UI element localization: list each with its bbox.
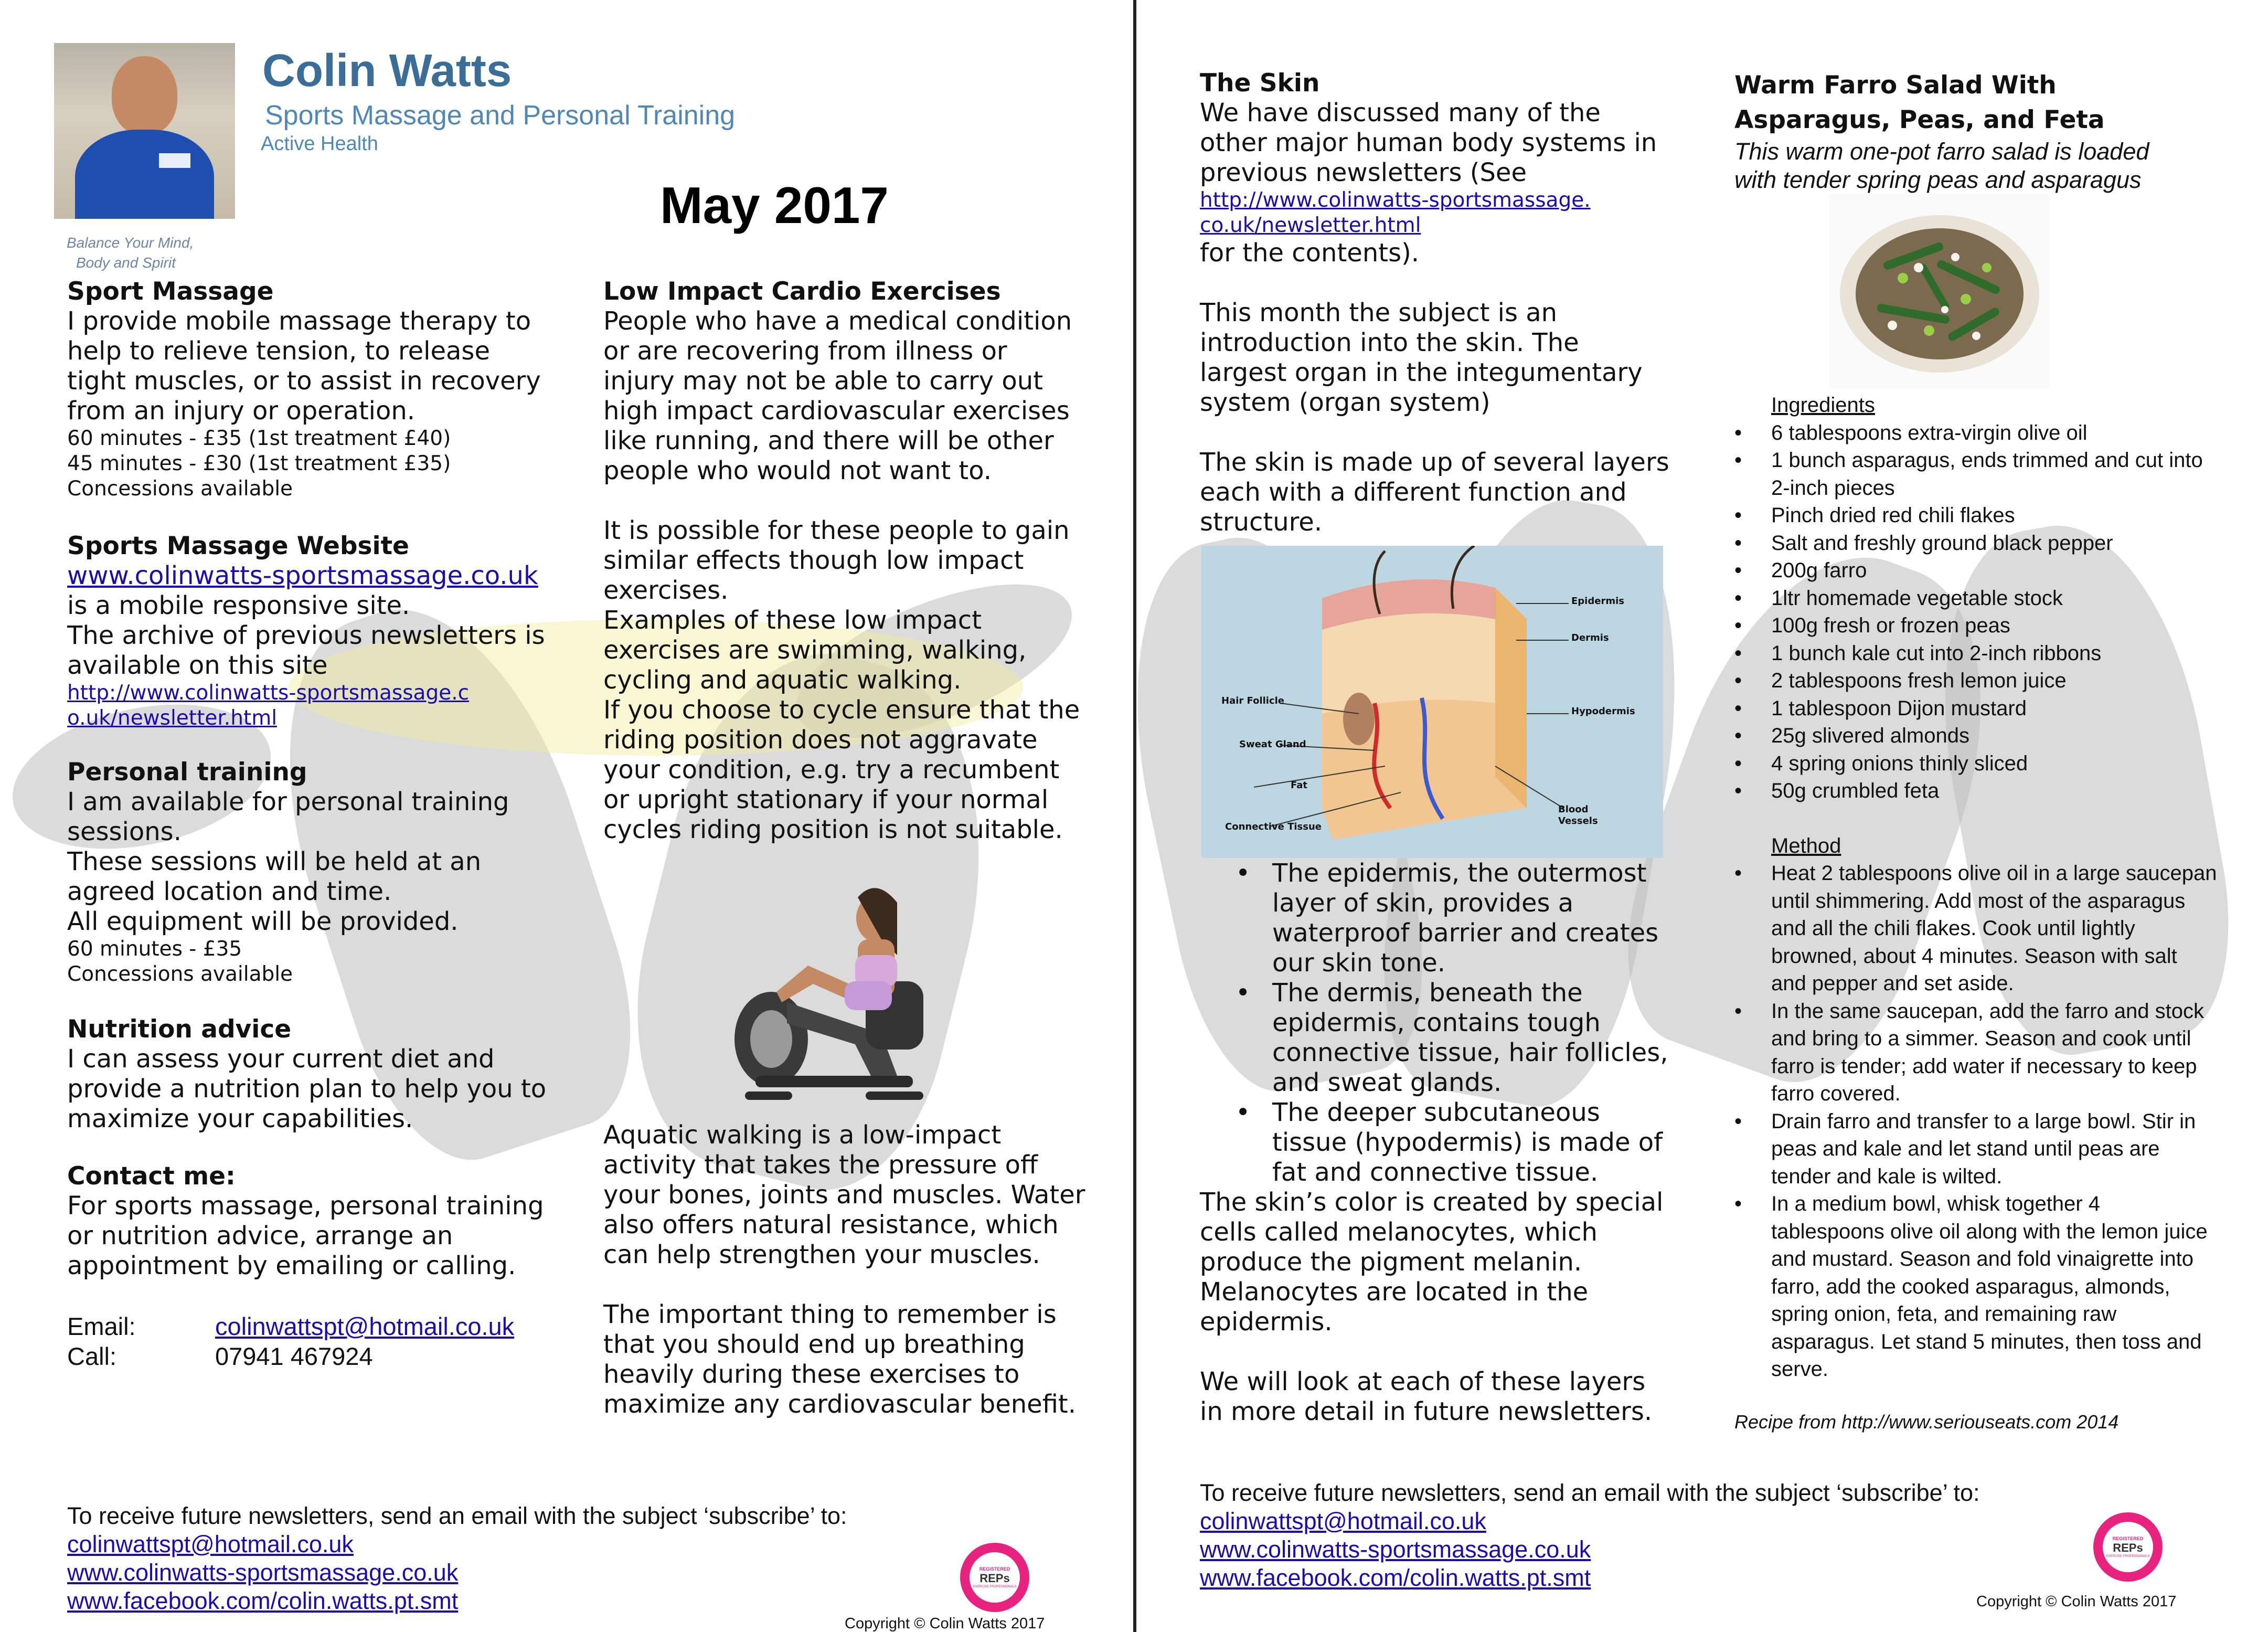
personal-training-body-2: These sessions will be held at an agreed location and time. bbox=[67, 847, 482, 906]
skin-intro-end: for the contents). bbox=[1200, 238, 1420, 268]
cardio-p5: Aquatic walking is a low-impact activity that takes the pressure off your bones, joints and muscles. Water also offers natural resistance, which can help strengthen your muscles. bbox=[603, 1120, 1085, 1269]
profile-photo bbox=[54, 43, 235, 219]
ingredient-item: • 1ltr homemade vegetable stock bbox=[1734, 585, 2217, 612]
method-step: • Drain farro and transfer to a large bowl. Stir in peas and kale and let stand until peas are tender and kale is wilted. bbox=[1734, 1108, 2217, 1191]
cardio-p4: If you choose to cycle ensure that the riding position does not aggravate your condition, e.g. try a recumbent or upright stationary if your normal cycles riding position is not suitable. bbox=[603, 695, 1080, 844]
personal-training-body-3: All equipment will be provided. bbox=[67, 907, 459, 936]
method-step: • Heat 2 tablespoons olive oil in a large saucepan until shimmering. Add most of the asparagus and all the chili flakes. Cook until lightly browned, about 4 minutes. Season with salt and pepper and set aside. bbox=[1734, 860, 2217, 998]
ingredient-item: • 2 tablespoons fresh lemon juice bbox=[1734, 667, 2217, 695]
ingredient-item: • 1 bunch kale cut into 2-inch ribbons bbox=[1734, 640, 2217, 667]
recipe-title-2: Asparagus, Peas, and Feta bbox=[1734, 105, 2105, 134]
ingredient-item: • 4 spring onions thinly sliced bbox=[1734, 750, 2217, 778]
label-sweat-gland: Sweat Gland bbox=[1239, 739, 1306, 750]
subscribe-text: To receive future newsletters, send an email with the subject ‘subscribe’ to: bbox=[67, 1502, 847, 1529]
ingredient-item: • 200g farro bbox=[1734, 557, 2217, 585]
page-divider bbox=[1133, 0, 1136, 1632]
call-label: Call: bbox=[67, 1342, 117, 1370]
personal-training-title: Personal training bbox=[67, 758, 307, 787]
skin-bullet-hypodermis: • The deeper subcutaneous tissue (hypodermis) is made of fat and connective tissue. bbox=[1200, 1098, 1672, 1188]
contact-phone: 07941 467924 bbox=[215, 1342, 373, 1370]
skin-bullets bbox=[1200, 859, 1672, 1188]
contact-body: For sports massage, personal training or nutrition advice, arrange an appointment by emailing or calling. bbox=[67, 1191, 544, 1280]
contact-title: Contact me: bbox=[67, 1162, 236, 1191]
badge-mid-text: REPs bbox=[979, 1572, 1010, 1585]
issue-date: May 2017 bbox=[660, 176, 889, 234]
header-tagline: Active Health bbox=[261, 133, 378, 155]
skin-intro: We have discussed many of the other major human body systems in previous newsletters (See bbox=[1200, 98, 1657, 187]
footer-email-link[interactable]: colinwattspt@hotmail.co.uk bbox=[1200, 1508, 1486, 1534]
method-step: • In the same saucepan, add the farro and stock and bring to a simmer. Season and cook until farro is tender; add water if necessary to keep farro covered. bbox=[1734, 998, 2217, 1108]
left-column bbox=[67, 277, 550, 1371]
website-line-1: is a mobile responsive site. bbox=[67, 591, 410, 620]
recipe-intro: This warm one-pot farro salad is loaded with tender spring peas and asparagus bbox=[1734, 138, 2149, 193]
ingredient-item: • 1 tablespoon Dijon mustard bbox=[1734, 695, 2217, 723]
label-connective-tissue: Connective Tissue bbox=[1225, 821, 1322, 832]
reps-badge bbox=[960, 1543, 1029, 1612]
badge-top-text: REGISTERED bbox=[979, 1566, 1010, 1572]
header-name: Colin Watts bbox=[262, 45, 512, 96]
badge-bottom-text: EXERCISE PROFESSIONALS bbox=[973, 1585, 1017, 1588]
skin-bullet-dermis: • The dermis, beneath the epidermis, contains tough connective tissue, hair follicles, and sweat glands. bbox=[1200, 978, 1672, 1098]
footer-website-link[interactable]: www.colinwatts-sportsmassage.co.uk bbox=[67, 1559, 459, 1586]
personal-training-concessions: Concessions available bbox=[67, 962, 293, 986]
skin-p2: This month the subject is an introduction into the skin. The largest organ in the integumentary system (organ system) bbox=[1200, 298, 1643, 417]
skin-diagram bbox=[1201, 546, 1663, 858]
cardio-title: Low Impact Cardio Exercises bbox=[603, 277, 1001, 306]
footer-website-link[interactable]: www.colinwatts-sportsmassage.co.uk bbox=[1200, 1536, 1591, 1563]
footer-email-link[interactable]: colinwattspt@hotmail.co.uk bbox=[67, 1531, 354, 1557]
recipe-title-1: Warm Farro Salad With bbox=[1734, 71, 2057, 100]
header-subtitle: Sports Massage and Personal Training bbox=[265, 100, 736, 131]
skin-p5: We will look at each of these layers in more detail in future newsletters. bbox=[1200, 1367, 1653, 1426]
archive-link[interactable]: http://www.colinwatts-sportsmassage.co.uk/newsletter.html bbox=[67, 681, 470, 730]
right-footer bbox=[1200, 1479, 1980, 1592]
method-label: Method bbox=[1771, 834, 1841, 857]
method-step: • In a medium bowl, whisk together 4 tablespoons olive oil along with the lemon juice and mustard. Season and fold vinaigrette into farro, add the cooked asparagus, almonds, spring onion, feta, and remaining raw asparagus. Let stand 5 minutes, then toss and serve. bbox=[1734, 1190, 2217, 1383]
sport-massage-concessions: Concessions available bbox=[67, 477, 293, 501]
ingredient-item: • Salt and freshly ground black pepper bbox=[1734, 529, 2217, 557]
email-label: Email: bbox=[67, 1312, 136, 1340]
skin-title: The Skin bbox=[1200, 69, 1320, 98]
ingredient-item: • Pinch dried red chili flakes bbox=[1734, 502, 2217, 529]
ingredient-item: • 6 tablespoons extra-virgin olive oil bbox=[1734, 419, 2217, 447]
ingredient-item: • 25g slivered almonds bbox=[1734, 722, 2217, 750]
recipe-column bbox=[1734, 68, 2217, 194]
motto-line-1: Balance Your Mind, bbox=[67, 235, 194, 251]
recumbent-bike-image bbox=[724, 876, 944, 1112]
ingredient-item: • 100g fresh or frozen peas bbox=[1734, 612, 2217, 640]
label-hypodermis: Hypodermis bbox=[1571, 706, 1635, 717]
right-page bbox=[1137, 0, 2268, 1632]
sport-massage-price-45: 45 minutes - £30 (1st treatment £35) bbox=[67, 452, 451, 475]
sport-massage-body: I provide mobile massage therapy to help to relieve tension, to release tight muscles, or to assist in recovery from an injury or operation. bbox=[67, 306, 541, 426]
website-link[interactable]: www.colinwatts-sportsmassage.co.uk bbox=[67, 561, 538, 590]
badge-top-text: REGISTERED bbox=[2112, 1536, 2144, 1541]
badge-mid-text: REPs bbox=[2113, 1541, 2143, 1554]
skin-newsletter-link[interactable]: http://www.colinwatts-sportsmassage.co.uk/newsletter.html bbox=[1200, 188, 1591, 237]
copyright: Copyright © Colin Watts 2017 bbox=[845, 1615, 1045, 1632]
ingredients-label: Ingredients bbox=[1771, 394, 1875, 417]
cardio-p3: Examples of these low impact exercises are swimming, walking, cycling and aquatic walking. bbox=[603, 606, 1027, 695]
footer-facebook-link[interactable]: www.facebook.com/colin.watts.pt.smt bbox=[1200, 1564, 1591, 1591]
skin-lower bbox=[1200, 859, 1672, 1427]
contact-email-link[interactable]: colinwattspt@hotmail.co.uk bbox=[215, 1312, 515, 1340]
method-list bbox=[1734, 860, 2217, 1383]
motto-line-2: Body and Spirit bbox=[76, 255, 176, 271]
cardio-p2: It is possible for these people to gain similar effects though low impact exercises. bbox=[603, 516, 1070, 605]
farro-salad-image bbox=[1829, 194, 2050, 388]
recipe-source: Recipe from http://www.seriouseats.com 2014 bbox=[1734, 1411, 2119, 1433]
nutrition-body: I can assess your current diet and provide a nutrition plan to help you to maximize your capabilities. bbox=[67, 1044, 547, 1133]
copyright: Copyright © Colin Watts 2017 bbox=[1976, 1593, 2177, 1610]
sport-massage-title: Sport Massage bbox=[67, 277, 274, 306]
personal-training-price: 60 minutes - £35 bbox=[67, 937, 242, 961]
recipe-body bbox=[1734, 391, 2217, 1436]
middle-column bbox=[603, 277, 1086, 845]
cardio-p6: The important thing to remember is that you should end up breathing heavily during these exercises to maximize any cardiovascular benefit. bbox=[603, 1300, 1077, 1419]
badge-bottom-text: EXERCISE PROFESSIONALS bbox=[2106, 1555, 2150, 1558]
reps-badge bbox=[2093, 1512, 2163, 1582]
label-epidermis: Epidermis bbox=[1571, 596, 1624, 607]
cardio-p1: People who have a medical condition or are recovering from illness or injury may not be able to carry out high impact cardiovascular exercises like running, and there will be other people who would not want to. bbox=[603, 306, 1072, 485]
personal-training-body-1: I am available for personal training sessions. bbox=[67, 787, 509, 846]
label-fat: Fat bbox=[1291, 780, 1307, 791]
label-blood-vessels: Blood Vessels bbox=[1558, 804, 1598, 826]
website-title: Sports Massage Website bbox=[67, 532, 409, 560]
ingredient-item: • 1 bunch asparagus, ends trimmed and cut into 2-inch pieces bbox=[1734, 447, 2217, 502]
sport-massage-price-60: 60 minutes - £35 (1st treatment £40) bbox=[67, 427, 451, 450]
left-footer bbox=[67, 1502, 847, 1615]
middle-column-lower bbox=[603, 1120, 1086, 1419]
footer-facebook-link[interactable]: www.facebook.com/colin.watts.pt.smt bbox=[67, 1587, 459, 1614]
skin-bullet-epidermis: • The epidermis, the outermost layer of skin, provides a waterproof barrier and creates our skin tone. bbox=[1200, 859, 1672, 978]
label-dermis: Dermis bbox=[1571, 632, 1609, 643]
skin-p3: The skin is made up of several layers each with a different function and structure. bbox=[1200, 448, 1669, 537]
label-hair-follicle: Hair Follicle bbox=[1221, 695, 1285, 706]
ingredients-list bbox=[1734, 419, 2217, 805]
skin-p4: The skin’s color is created by special cells called melanocytes, which produce the pigment melanin. Melanocytes are located in the epidermis. bbox=[1200, 1188, 1664, 1337]
subscribe-text: To receive future newsletters, send an email with the subject ‘subscribe’ to: bbox=[1200, 1479, 1980, 1506]
nutrition-title: Nutrition advice bbox=[67, 1015, 292, 1044]
website-line-2: The archive of previous newsletters is available on this site bbox=[67, 621, 545, 680]
ingredient-item: • 50g crumbled feta bbox=[1734, 777, 2217, 805]
skin-column bbox=[1200, 68, 1672, 537]
left-page bbox=[0, 0, 1133, 1632]
